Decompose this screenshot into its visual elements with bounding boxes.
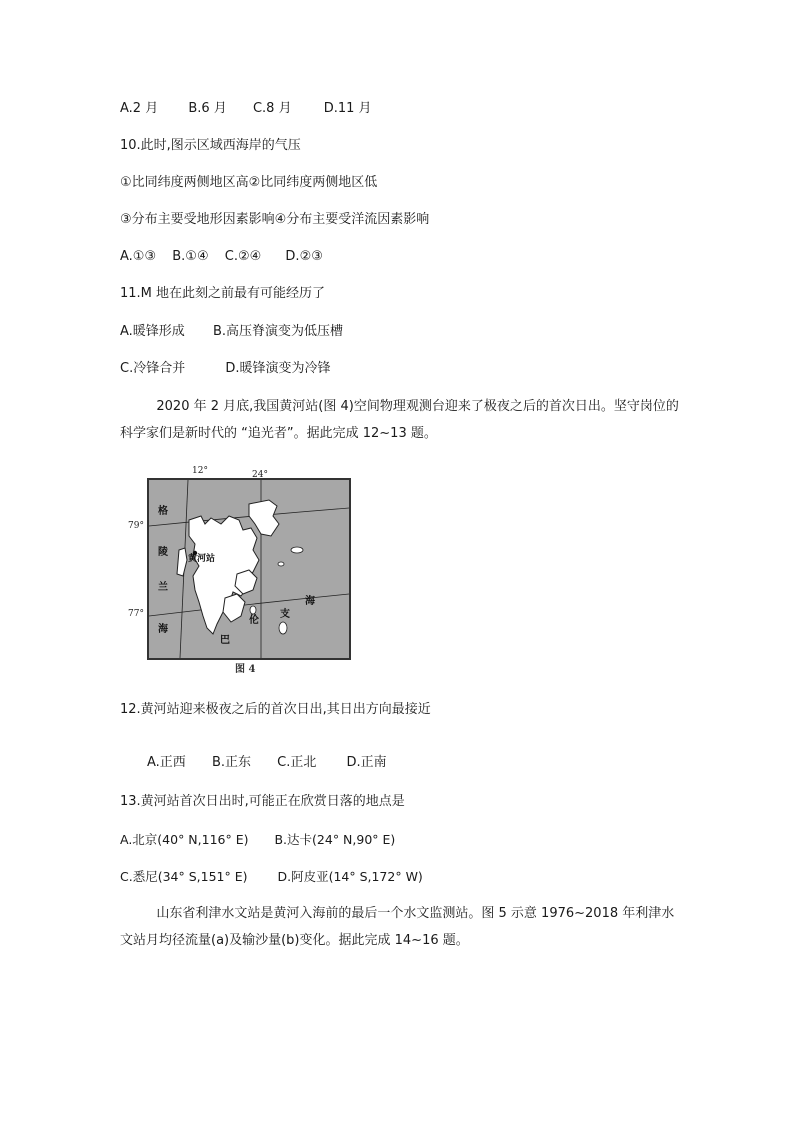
option: D.暖锋演变为冷锋 — [225, 361, 331, 376]
intro-12-13: 2020 年 2 月底,我国黄河站(图 4)空间物理观测台迎来了极夜之后的首次日出。坚守岗位的科学家们是新时代的 “追光者”。据此完成 12~13 题。 — [120, 399, 679, 441]
intro-14-16: 山东省利津水文站是黄河入海前的最后一个水文监测站。图 5 示意 1976~2018 年利津水文站月均径流量(a)及输沙量(b)变化。据此完成 14~16 题。 — [120, 906, 675, 948]
option: D.正南 — [346, 755, 387, 770]
option: B.达卡(24° N,90° E) — [274, 832, 396, 847]
nordaustlandet-island — [249, 500, 279, 536]
q10-statements-1: ①比同纬度两侧地区高②比同纬度两侧地区低 — [120, 175, 378, 190]
option: B.高压脊演变为低压槽 — [212, 324, 344, 339]
figure-4-map — [120, 466, 365, 680]
q10-statements-2: ③分布主要受地形因素影响④分布主要受洋流因素影响 — [120, 212, 430, 227]
option: C.8 月 — [252, 101, 292, 116]
sea-label-char: 海 — [305, 596, 315, 607]
option: A.正西 — [147, 755, 186, 770]
edgeoya-island — [223, 594, 245, 622]
sea-label-char: 支 — [280, 609, 290, 620]
q13-stem: 13.黄河站首次日出时,可能正在欣赏日落的地点是 — [120, 794, 405, 809]
option: D.②③ — [285, 249, 323, 264]
q12-stem: 12.黄河站迎来极夜之后的首次日出,其日出方向最接近 — [120, 702, 431, 717]
option: A.暖锋形成 — [120, 324, 185, 339]
option: C.正北 — [277, 755, 317, 770]
sea-label-char: 伦 — [249, 615, 259, 626]
q10-stem: 10.此时,图示区域西海岸的气压 — [120, 138, 301, 153]
q13-options-row1 — [120, 831, 395, 849]
option: A.北京(40° N,116° E) — [120, 832, 249, 847]
option: C.冷锋合并 — [120, 361, 186, 376]
q11-options-row2 — [120, 360, 331, 378]
option: C.悉尼(34° S,151° E) — [120, 869, 248, 884]
hopen-island — [279, 622, 287, 634]
lon-label-12: 12° — [192, 466, 208, 476]
q12-options — [147, 754, 387, 772]
lon-label-24: 24° — [252, 470, 268, 480]
figure-4-caption: 图 4 — [235, 664, 256, 675]
map-frame — [147, 478, 351, 660]
option: B.正东 — [211, 755, 252, 770]
option: C.②④ — [224, 249, 262, 264]
small-island — [278, 562, 284, 566]
option: B.6 月 — [188, 101, 227, 116]
prins-karls-forland — [177, 548, 187, 576]
svalbard-map — [149, 480, 349, 658]
sea-label-char: 陵 — [158, 547, 168, 558]
q10-options — [120, 248, 323, 266]
q13-options-row2 — [120, 868, 423, 886]
sea-label-char: 格 — [158, 506, 168, 517]
option: A.①③ — [120, 249, 157, 264]
option: B.①④ — [172, 249, 209, 264]
option: D.11 月 — [323, 101, 372, 116]
sea-label-char: 巴 — [220, 635, 230, 646]
q9-options — [120, 100, 372, 118]
small-island — [291, 547, 303, 553]
q11-options-row1 — [120, 323, 343, 341]
station-label: 黄河站 — [188, 554, 216, 564]
sea-label-char: 兰 — [158, 582, 168, 593]
lat-label-79: 79° — [128, 521, 144, 531]
q11-stem: 11.M 地在此刻之前最有可能经历了 — [120, 286, 326, 301]
sea-label-char: 海 — [158, 624, 168, 635]
option: A.2 月 — [120, 101, 159, 116]
lat-label-77: 77° — [128, 609, 144, 619]
option: D.阿皮亚(14° S,172° W) — [277, 869, 423, 884]
